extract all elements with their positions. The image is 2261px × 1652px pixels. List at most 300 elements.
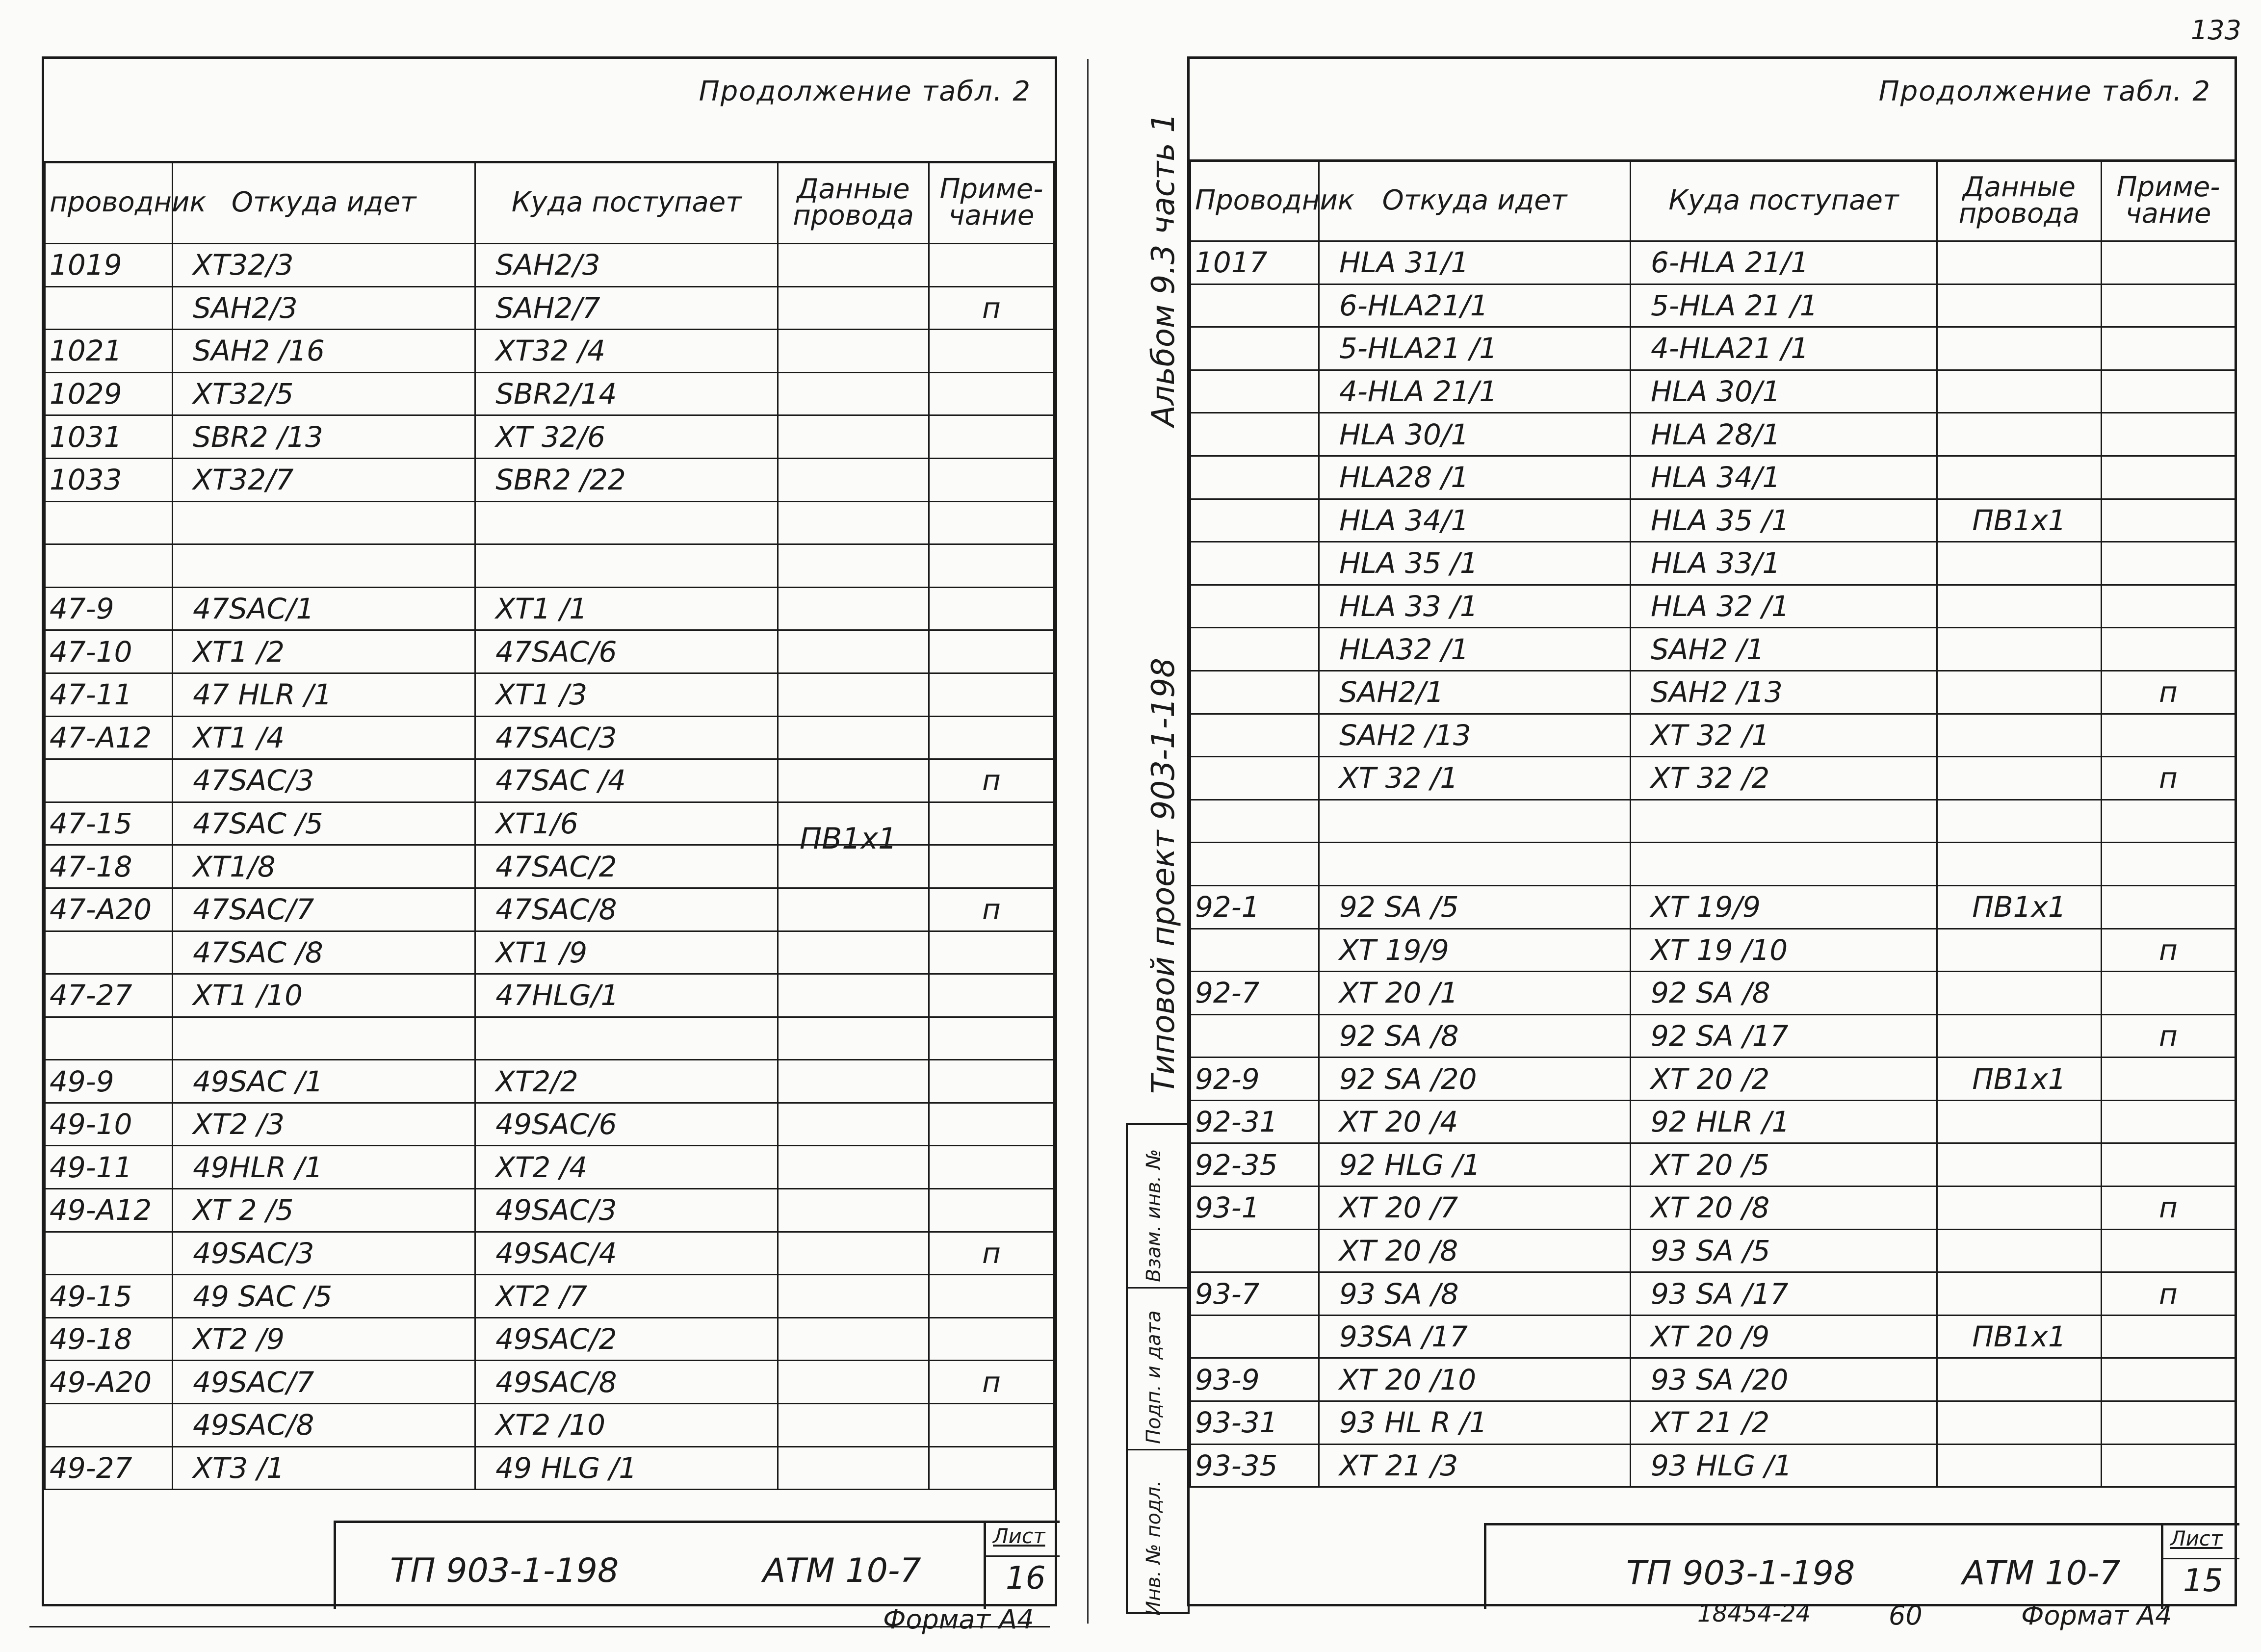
cell-conductor xyxy=(1191,542,1319,585)
cell-from: 6-HLA21/1 xyxy=(1319,284,1631,327)
cell-to: 93 SA /20 xyxy=(1631,1358,1937,1401)
table-row xyxy=(1191,757,2235,800)
stamp-replacement: Взам. инв. № xyxy=(1143,1149,1165,1282)
cell-data xyxy=(778,1017,929,1060)
table-row xyxy=(45,1232,1054,1275)
cell-to xyxy=(475,1017,778,1060)
cell-to: XT2 /10 xyxy=(475,1404,778,1447)
table-row xyxy=(45,501,1054,544)
cell-data xyxy=(778,286,929,330)
table-row xyxy=(1191,327,2235,370)
cell-note xyxy=(2102,714,2235,757)
cell-to: XT1 /1 xyxy=(475,587,778,630)
cell-data xyxy=(1937,972,2102,1015)
cell-conductor: 49-11 xyxy=(45,1146,173,1189)
table-row xyxy=(45,759,1054,802)
cell-data xyxy=(1937,714,2102,757)
cell-to: SBR2 /22 xyxy=(475,458,778,501)
cell-conductor xyxy=(1191,671,1319,714)
left-sheet-number: 16 xyxy=(1006,1560,1046,1597)
cell-to: 47SAC/8 xyxy=(475,888,778,931)
cell-from: XT 20 /4 xyxy=(1319,1100,1631,1143)
cell-note xyxy=(929,1189,1054,1232)
cell-from: HLA32 /1 xyxy=(1319,628,1631,671)
cell-from: 47SAC/1 xyxy=(173,587,475,630)
cell-note: п xyxy=(929,888,1054,931)
cell-note: п xyxy=(2102,929,2235,972)
cell-data xyxy=(1937,1100,2102,1143)
cell-data xyxy=(1937,1358,2102,1401)
cell-note: п xyxy=(929,1361,1054,1404)
table-row xyxy=(45,587,1054,630)
col-from: Откуда идет xyxy=(173,162,475,244)
cell-to: 4-HLA21 /1 xyxy=(1631,327,1937,370)
cell-conductor: 49-18 xyxy=(45,1317,173,1361)
cell-to: 5-HLA 21 /1 xyxy=(1631,284,1937,327)
cell-conductor xyxy=(1191,327,1319,370)
cell-from: HLA28 /1 xyxy=(1319,456,1631,499)
left-sheet xyxy=(42,56,1057,1606)
cell-note xyxy=(929,372,1054,415)
cell-from: XT 32 /1 xyxy=(1319,757,1631,800)
cell-conductor: 92-9 xyxy=(1191,1058,1319,1101)
cell-from: XT1 /10 xyxy=(173,974,475,1017)
cell-from: XT 19/9 xyxy=(1319,929,1631,972)
cell-data xyxy=(1937,1272,2102,1316)
cell-data xyxy=(778,974,929,1017)
table-row xyxy=(45,372,1054,415)
cell-data xyxy=(1937,757,2102,800)
cell-to: 47HLG/1 xyxy=(475,974,778,1017)
cell-note xyxy=(2102,972,2235,1015)
cell-note xyxy=(929,802,1054,845)
cell-note xyxy=(2102,241,2235,284)
cell-conductor: 49-27 xyxy=(45,1446,173,1490)
cell-data xyxy=(1937,284,2102,327)
cell-conductor: 1029 xyxy=(45,372,173,415)
table-row xyxy=(45,673,1054,716)
cell-from: XT32/7 xyxy=(173,458,475,501)
cell-conductor: 93-7 xyxy=(1191,1272,1319,1316)
cell-data xyxy=(778,931,929,974)
cell-data xyxy=(1937,370,2102,413)
cell-note xyxy=(2102,370,2235,413)
cell-conductor: 47-10 xyxy=(45,630,173,673)
cell-conductor xyxy=(45,544,173,588)
cell-to: XT 32 /1 xyxy=(1631,714,1937,757)
cell-from: XT32/5 xyxy=(173,372,475,415)
cell-note xyxy=(929,673,1054,716)
cell-conductor: 92-1 xyxy=(1191,885,1319,929)
cell-conductor: 47-11 xyxy=(45,673,173,716)
cell-note xyxy=(929,1017,1054,1060)
cell-data xyxy=(778,1404,929,1447)
cell-to xyxy=(1631,843,1937,886)
cell-data xyxy=(1937,628,2102,671)
table-row xyxy=(45,716,1054,759)
cell-from: HLA 33 /1 xyxy=(1319,585,1631,628)
cell-to: XT 20 /9 xyxy=(1631,1315,1937,1358)
cell-from: HLA 34/1 xyxy=(1319,499,1631,542)
cell-from: XT2 /3 xyxy=(173,1103,475,1146)
cell-to: XT 32 /2 xyxy=(1631,757,1937,800)
project-label: Типовой проект 903-1-198 xyxy=(1145,658,1182,1094)
cell-data xyxy=(778,1361,929,1404)
table-row xyxy=(45,845,1054,888)
cell-to: HLA 34/1 xyxy=(1631,456,1937,499)
table-row xyxy=(45,888,1054,931)
table-row xyxy=(1191,1358,2235,1401)
cell-conductor: 49-15 xyxy=(45,1275,173,1318)
stamp-divider xyxy=(1128,1449,1188,1450)
cell-note xyxy=(929,974,1054,1017)
cell-note xyxy=(929,330,1054,373)
cell-note xyxy=(2102,456,2235,499)
cell-conductor: 1017 xyxy=(1191,241,1319,284)
cell-conductor: 1021 xyxy=(45,330,173,373)
cell-to: 47SAC/3 xyxy=(475,716,778,759)
right-sheet-sep xyxy=(2163,1558,2239,1559)
cell-note: п xyxy=(2102,1187,2235,1230)
cell-note xyxy=(2102,542,2235,585)
cell-from: XT3 /1 xyxy=(173,1446,475,1490)
cell-note xyxy=(929,1446,1054,1490)
cell-from: 49 SAC /5 xyxy=(173,1275,475,1318)
cell-data xyxy=(1937,542,2102,585)
cell-data xyxy=(778,1189,929,1232)
cell-data xyxy=(778,1146,929,1189)
cell-conductor xyxy=(45,759,173,802)
left-sheet-box xyxy=(984,1523,1060,1609)
cell-from: SBR2 /13 xyxy=(173,415,475,459)
cell-conductor: 49-9 xyxy=(45,1060,173,1103)
cell-conductor: 92-35 xyxy=(1191,1143,1319,1187)
cell-data xyxy=(778,544,929,588)
cell-from: 93 SA /8 xyxy=(1319,1272,1631,1316)
cell-to: 49 HLG /1 xyxy=(475,1446,778,1490)
right-continuation: Продолжение табл. 2 xyxy=(1878,76,2211,107)
table-row xyxy=(1191,1100,2235,1143)
cell-conductor: 92-7 xyxy=(1191,972,1319,1015)
cell-data xyxy=(778,1060,929,1103)
cell-note xyxy=(929,544,1054,588)
cell-from: XT 2 /5 xyxy=(173,1189,475,1232)
cell-data xyxy=(1937,456,2102,499)
col-to: Куда поступает xyxy=(475,162,778,244)
cell-to: XT 32/6 xyxy=(475,415,778,459)
cell-to: 93 SA /5 xyxy=(1631,1229,1937,1272)
cell-data xyxy=(1937,327,2102,370)
table-row xyxy=(1191,542,2235,585)
col-note: Приме-чание xyxy=(929,162,1054,244)
cell-to: HLA 32 /1 xyxy=(1631,585,1937,628)
table-row xyxy=(45,1446,1054,1490)
cell-from: 92 SA /20 xyxy=(1319,1058,1631,1101)
table-row xyxy=(45,415,1054,459)
cell-data xyxy=(778,888,929,931)
col-from: Откуда идет xyxy=(1319,160,1631,241)
table-row xyxy=(1191,628,2235,671)
cell-to: XT 19 /10 xyxy=(1631,929,1937,972)
cell-conductor xyxy=(45,1404,173,1447)
cell-note xyxy=(929,1275,1054,1318)
left-sheet-label: Лист xyxy=(993,1524,1045,1548)
cell-data xyxy=(778,1232,929,1275)
cell-conductor: 1033 xyxy=(45,458,173,501)
cell-from: 47SAC /8 xyxy=(173,931,475,974)
right-footer-number: 18454-24 xyxy=(1697,1600,1811,1627)
cell-to: 47SAC /4 xyxy=(475,759,778,802)
cell-note: п xyxy=(929,286,1054,330)
cell-conductor xyxy=(1191,1315,1319,1358)
signature-stamp xyxy=(1126,1123,1190,1614)
cell-to: XT1/6 xyxy=(475,802,778,845)
cell-conductor: 47-9 xyxy=(45,587,173,630)
cell-from: XT1 /2 xyxy=(173,630,475,673)
cell-conductor: 47-15 xyxy=(45,802,173,845)
cell-data xyxy=(778,501,929,544)
cell-conductor xyxy=(1191,800,1319,843)
cell-data: ПВ1x1 xyxy=(1937,1315,2102,1358)
cell-note xyxy=(2102,800,2235,843)
cell-data xyxy=(778,716,929,759)
cell-from: XT2 /9 xyxy=(173,1317,475,1361)
cell-from: 5-HLA21 /1 xyxy=(1319,327,1631,370)
cell-note xyxy=(2102,1401,2235,1445)
left-project-code: ТП 903-1-198 xyxy=(390,1551,619,1590)
cell-to: 92 HLR /1 xyxy=(1631,1100,1937,1143)
left-doc-code: АТМ 10-7 xyxy=(763,1551,921,1590)
right-title-block xyxy=(1484,1523,2239,1609)
cell-note xyxy=(2102,327,2235,370)
cell-data xyxy=(778,759,929,802)
cell-from: 49SAC/8 xyxy=(173,1404,475,1447)
table-row xyxy=(45,1189,1054,1232)
cell-from: SAH2/3 xyxy=(173,286,475,330)
album-label: Альбом 9.3 часть 1 xyxy=(1145,112,1182,427)
cell-to: XT 19/9 xyxy=(1631,885,1937,929)
col-data: Данные провода xyxy=(778,162,929,244)
cell-data: ПВ1x1 xyxy=(1937,1058,2102,1101)
cell-note xyxy=(2102,628,2235,671)
table-row xyxy=(45,1017,1054,1060)
cell-note xyxy=(2102,1444,2235,1487)
table-row xyxy=(45,244,1054,287)
cell-conductor xyxy=(1191,628,1319,671)
cell-to: HLA 35 /1 xyxy=(1631,499,1937,542)
cell-data xyxy=(1937,241,2102,284)
cell-data xyxy=(1937,1187,2102,1230)
cell-to: 47SAC/6 xyxy=(475,630,778,673)
table-row xyxy=(45,1361,1054,1404)
cell-to: 49SAC/3 xyxy=(475,1189,778,1232)
right-sheet-number: 15 xyxy=(2183,1563,2223,1599)
cell-conductor xyxy=(1191,456,1319,499)
cell-from xyxy=(173,1017,475,1060)
cell-from: 49SAC/7 xyxy=(173,1361,475,1404)
cell-data xyxy=(778,244,929,287)
cell-note xyxy=(929,244,1054,287)
cell-note xyxy=(929,931,1054,974)
table-row xyxy=(1191,370,2235,413)
cell-conductor: 93-9 xyxy=(1191,1358,1319,1401)
cell-from: SAH2 /13 xyxy=(1319,714,1631,757)
table-row xyxy=(1191,1315,2235,1358)
cell-from: XT1/8 xyxy=(173,845,475,888)
table-row xyxy=(45,330,1054,373)
cell-from: HLA 35 /1 xyxy=(1319,542,1631,585)
cell-to: XT1 /9 xyxy=(475,931,778,974)
table-row xyxy=(1191,929,2235,972)
cell-to: SAH2/7 xyxy=(475,286,778,330)
table-row xyxy=(1191,671,2235,714)
cell-note xyxy=(929,501,1054,544)
cell-conductor xyxy=(45,1017,173,1060)
table-row xyxy=(1191,885,2235,929)
table-row xyxy=(45,458,1054,501)
table-row xyxy=(1191,843,2235,886)
right-footer-page: 60 xyxy=(1889,1600,1923,1631)
cell-note xyxy=(2102,1229,2235,1272)
cell-note xyxy=(929,630,1054,673)
cell-to: XT 20 /5 xyxy=(1631,1143,1937,1187)
table-row xyxy=(1191,1014,2235,1058)
cell-note xyxy=(2102,499,2235,542)
cell-to: 92 SA /8 xyxy=(1631,972,1937,1015)
right-format: Формат А4 xyxy=(2021,1600,2172,1631)
table-row xyxy=(45,1103,1054,1146)
cell-from: 47SAC/7 xyxy=(173,888,475,931)
cell-conductor: 93-35 xyxy=(1191,1444,1319,1487)
cell-note xyxy=(2102,284,2235,327)
cell-note xyxy=(2102,1315,2235,1358)
cell-from: 92 SA /5 xyxy=(1319,885,1631,929)
cell-note xyxy=(929,458,1054,501)
cell-conductor xyxy=(45,286,173,330)
cell-conductor xyxy=(1191,585,1319,628)
table-row xyxy=(45,1404,1054,1447)
cell-from: 47SAC /5 xyxy=(173,802,475,845)
cell-to: XT2/2 xyxy=(475,1060,778,1103)
cell-note xyxy=(2102,843,2235,886)
right-table xyxy=(1190,159,2236,1488)
cell-data xyxy=(778,330,929,373)
cell-note xyxy=(929,716,1054,759)
cell-to: HLA 30/1 xyxy=(1631,370,1937,413)
cell-data xyxy=(1937,413,2102,456)
left-header xyxy=(44,59,1055,163)
cell-from: XT 20 /8 xyxy=(1319,1229,1631,1272)
cell-note: п xyxy=(2102,671,2235,714)
table-row xyxy=(1191,1444,2235,1487)
cell-from: 49SAC/3 xyxy=(173,1232,475,1275)
right-sheet-box xyxy=(2161,1525,2239,1609)
cell-note xyxy=(929,1146,1054,1189)
left-continuation: Продолжение табл. 2 xyxy=(699,76,1031,107)
table-row xyxy=(1191,456,2235,499)
cell-note: п xyxy=(2102,1272,2235,1316)
table-row xyxy=(45,1146,1054,1189)
col-conductor: проводник xyxy=(45,162,173,244)
table-row xyxy=(45,974,1054,1017)
cell-to: XT 21 /2 xyxy=(1631,1401,1937,1445)
table-row xyxy=(1191,1272,2235,1316)
cell-conductor xyxy=(1191,929,1319,972)
cell-data xyxy=(778,587,929,630)
cell-data xyxy=(1937,929,2102,972)
cell-from: 49HLR /1 xyxy=(173,1146,475,1189)
cell-to: 92 SA /17 xyxy=(1631,1014,1937,1058)
cell-to: SAH2 /13 xyxy=(1631,671,1937,714)
cell-note xyxy=(929,845,1054,888)
cell-conductor: 49-A12 xyxy=(45,1189,173,1232)
left-sheet-sep xyxy=(986,1555,1060,1557)
cell-data xyxy=(1937,1401,2102,1445)
cell-to: 49SAC/4 xyxy=(475,1232,778,1275)
table-row xyxy=(45,1060,1054,1103)
table-row xyxy=(45,630,1054,673)
cell-from: XT 21 /3 xyxy=(1319,1444,1631,1487)
stamp-inv-number: Инв. № подл. xyxy=(1143,1480,1165,1616)
cell-note xyxy=(929,1103,1054,1146)
cell-conductor xyxy=(1191,499,1319,542)
cell-conductor xyxy=(1191,370,1319,413)
cell-note: п xyxy=(2102,757,2235,800)
cell-from: XT 20 /7 xyxy=(1319,1187,1631,1230)
cell-to xyxy=(475,544,778,588)
table-row xyxy=(1191,1187,2235,1230)
cell-conductor: 49-A20 xyxy=(45,1361,173,1404)
cell-conductor xyxy=(45,501,173,544)
cell-from: 47 HLR /1 xyxy=(173,673,475,716)
table-row xyxy=(45,286,1054,330)
cell-data xyxy=(1937,1143,2102,1187)
cell-data xyxy=(1937,800,2102,843)
table-row xyxy=(1191,413,2235,456)
cell-from: HLA 30/1 xyxy=(1319,413,1631,456)
cell-conductor: 47-18 xyxy=(45,845,173,888)
left-format: Формат А4 xyxy=(883,1604,1034,1635)
cell-from: XT 20 /10 xyxy=(1319,1358,1631,1401)
cell-to xyxy=(475,501,778,544)
right-header xyxy=(1190,59,2235,162)
cell-data xyxy=(778,1275,929,1318)
table-row xyxy=(1191,284,2235,327)
cell-conductor: 1019 xyxy=(45,244,173,287)
cell-data xyxy=(1937,671,2102,714)
cell-from: SAH2/1 xyxy=(1319,671,1631,714)
cell-conductor: 47-A20 xyxy=(45,888,173,931)
cell-from: 92 HLG /1 xyxy=(1319,1143,1631,1187)
cell-from: 92 SA /8 xyxy=(1319,1014,1631,1058)
cell-conductor xyxy=(1191,1014,1319,1058)
cell-to: 93 SA /17 xyxy=(1631,1272,1937,1316)
cell-from: XT1 /4 xyxy=(173,716,475,759)
cell-data xyxy=(1937,1444,2102,1487)
table-row xyxy=(45,1275,1054,1318)
cell-from: XT32/3 xyxy=(173,244,475,287)
cell-conductor xyxy=(1191,757,1319,800)
left-wire-spec: ПВ1x1 xyxy=(800,822,897,856)
left-title-block xyxy=(334,1521,1060,1609)
cell-note: п xyxy=(929,1232,1054,1275)
cell-conductor: 93-1 xyxy=(1191,1187,1319,1230)
cell-data xyxy=(778,1317,929,1361)
cell-note xyxy=(2102,1100,2235,1143)
cell-from: 4-HLA 21/1 xyxy=(1319,370,1631,413)
cell-note xyxy=(2102,1358,2235,1401)
cell-data xyxy=(1937,585,2102,628)
